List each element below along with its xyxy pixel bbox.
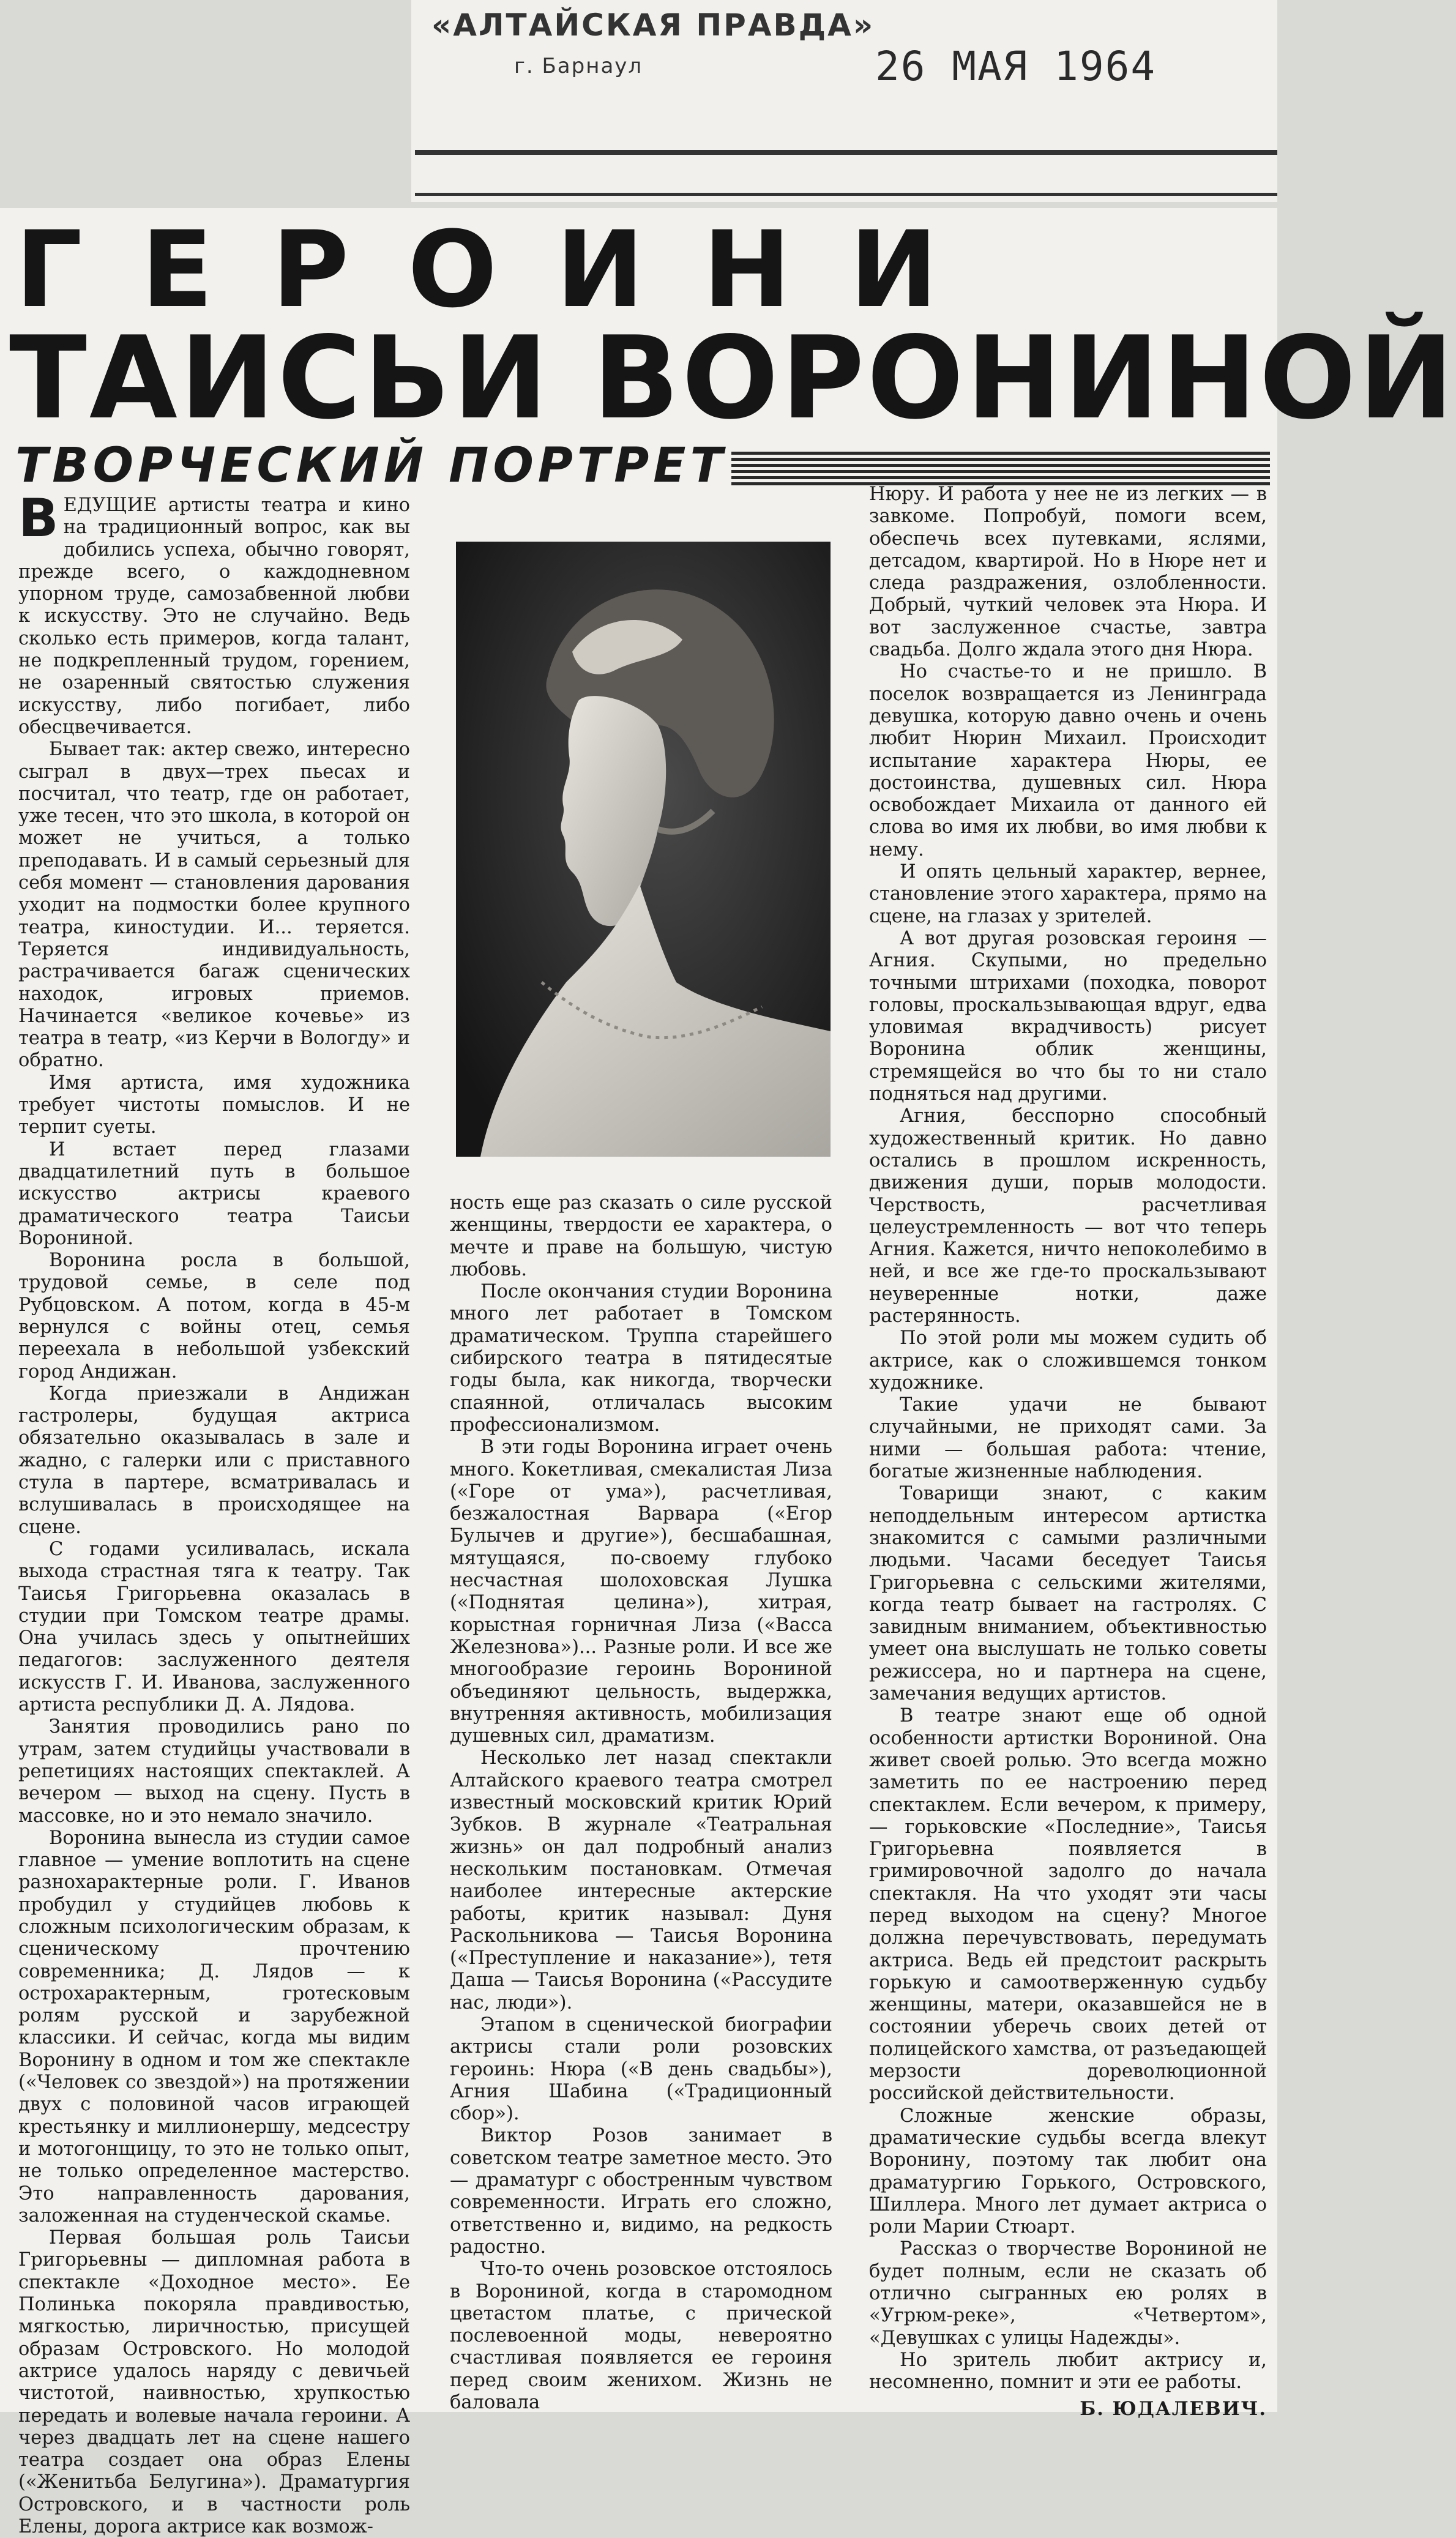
headline-line-2: ТАИСЬИ ВОРОНИНОЙ bbox=[9, 312, 1456, 444]
masthead-rule-bottom bbox=[415, 193, 1277, 196]
actress-portrait-photo bbox=[456, 542, 831, 1157]
newspaper-name: «АЛТАЙСКАЯ ПРАВДА» bbox=[431, 7, 875, 43]
paragraph: Нюру. И работа у нее не из легких — в завкоме. Попробуй, помоги всем, обеспечь всех путевками, яслями, детсадом, квартирой. Но в Нюре нет и следа раздражения, озлобленности. Добрый, чуткий человек эта Нюра. И вот заслуженное счастье, завтра свадьба. Долго ждала этого дня Нюра. bbox=[869, 483, 1267, 661]
portrait-illustration bbox=[456, 542, 831, 1157]
publication-date-stamp: 26 МАЯ 1964 bbox=[875, 43, 1157, 90]
masthead-rule-top bbox=[415, 150, 1277, 155]
paragraph: Агния, бесспорно способный художественный критик. Но давно остались в прошлом искренность, движения души, порыв молодости. Черствость, расчетливая целеустремленность — вот что теперь Агния. Кажется, ничто непоколебимо в ней, и все же где-то проскальзывают неуверенные нотки, даже растерянность. bbox=[869, 1105, 1267, 1327]
author-signature: Б. ЮДАЛЕВИЧ. bbox=[1080, 2397, 1267, 2420]
article-subtitle: ТВОРЧЕСКИЙ ПОРТРЕТ bbox=[15, 438, 727, 493]
paragraph: Сложные женские образы, драматические судьбы всегда влекут Воронину, поэтому так любит она драматургию Горького, Островского, Шиллера. Много лет думает актриса о роли Марии Стюарт. bbox=[869, 2105, 1267, 2238]
paragraph: Виктор Розов занимает в советском театре заметное место. Это — драматург с обостренным чувством современности. Играть его сложно, ответственно и, видимо, на редкость радостно. bbox=[450, 2125, 832, 2258]
paragraph: Этапом в сценической биографии актрисы стали роли розовских героинь: Нюра («В день свадьбы»), Агния Шабина («Традиционный сбор»). bbox=[450, 2014, 832, 2125]
paragraph: После окончания студии Воронина много лет работает в Томском драматическом. Труппа старейшего сибирского театра в пятидесятые годы была, как никогда, творчески спаянной, отличалась высоким профессионализмом. bbox=[450, 1281, 832, 1436]
paragraph: Но зритель любит актрису и, несомненно, помнит и эти ее работы. bbox=[869, 2349, 1267, 2394]
paragraph: В эти годы Воронина играет очень много. Кокетливая, смекалистая Лиза («Горе от ума»), расчетливая, безжалостная Варвара («Егор Булычев и другие»), бесшабашная, мятущаяся, по-своему глубоко несчастная шолоховская Лушка («Поднятая целина»), хитрая, корыстная горничная Лиза («Васса Железнова»)... Разные роли. И все же многообразие героинь Ворониной объединяют цельность, выдержка, внутренняя активность, мобилизация душевных сил, драматизм. bbox=[450, 1436, 832, 1747]
paragraph: Первая большая роль Таисьи Григорьевны — дипломная работа в спектакле «Доходное место». Ее Полинька покоряла правдивостью, мягкостью, лиричностью, присущей образам Островского. Но молодой актрисе удалось наряду с девичьей чистотой, наивностью, хрупкостью передать и волевые начала героини. А через двадцать лет на сцене нашего театра создает она образ Елены («Женитьба Белугина»). Драматургия Островского, и в частности роль Елены, дорога актрисе как возмож- bbox=[18, 2227, 410, 2538]
paragraph: ВЕДУЩИЕ артисты театра и кино на традиционный вопрос, как вы добились успеха, обычно говорят, прежде всего, о каждодневном упорном труде, самозабвенной любви к искусству. Это не случайно. Ведь сколько есть примеров, когда талант, не подкрепленный трудом, горением, не озаренный святостью служения искусству, либо погибает, либо обесцвечивается. bbox=[18, 488, 410, 738]
paragraph: Но счастье-то и не пришло. В поселок возвращается из Ленинграда девушка, которую давно очень и очень любит Нюрин Михаил. Происходит испытание характера Нюры, ее достоинства, душевных сил. Нюра освобождает Михаила от данного ей слова во имя их любви, во имя любви к нему. bbox=[869, 661, 1267, 860]
paragraph: И опять цельный характер, вернее, становление этого характера, прямо на сцене, на глазах у зрителей. bbox=[869, 861, 1267, 927]
paragraph: С годами усиливалась, искала выхода страстная тяга к театру. Так Таисья Григорьевна оказалась в студии при Томском театре драмы. Она училась здесь у опытнейших педагогов: заслуженного деятеля искусств Г. И. Иванова, заслуженного артиста республики Д. А. Лядова. bbox=[18, 1538, 410, 1716]
paragraph: Когда приезжали в Андижан гастролеры, будущая актриса обязательно оказывалась в зале и жадно, с галерки или с приставного стула в партере, всматривалась и вслушивалась в происходящее на сцене. bbox=[18, 1383, 410, 1538]
headline-line-1: ГЕРОИНИ bbox=[15, 208, 997, 331]
paragraph: А вот другая розовская героиня — Агния. Скупыми, но предельно точными штрихами (походка, поворот головы, проскальзывающая вдруг, едва уловимая вкрадчивость) рисует Воронина облик женщины, стремящейся во что бы то ни стало подняться над другими. bbox=[869, 927, 1267, 1105]
paragraph: Несколько лет назад спектакли Алтайского краевого театра смотрел известный московский критик Юрий Зубков. В журнале «Театральная жизнь» он дал подробный анализ нескольким постановкам. Отмечая наиболее интересные актерские работы, критик называл: Дуня Раскольникова — Таисья Воронина («Преступление и наказание»), тетя Даша — Таисья Воронина («Рассудите нас, люди»). bbox=[450, 1747, 832, 2014]
paragraph: Такие удачи не бывают случайными, не приходят сами. За ними — большая работа: чтение, богатые жизненные наблюдения. bbox=[869, 1394, 1267, 1483]
text-column-2 bbox=[450, 1192, 832, 2414]
paragraph: Воронина вынесла из студии самое главное — умение воплотить на сцене разнохарактерные роли. Г. Иванов пробудил у студийцев любовь к сложным психологическим образам, к сценическому прочтению современника; Д. Лядов — к острохарактерным, гротесковым ролям русской и зарубежной классики. И сейчас, когда мы видим Воронину в одном и том же спектакле («Человек со звездой») на протяжении двух с половиной часов играющей крестьянку и миллионершу, медсестру и мотогонщицу, то это не только опыт, не только определенное мастерство. Это направленность дарования, заложенная на студенческой скамье. bbox=[18, 1827, 410, 2226]
paragraph: Воронина росла в большой, трудовой семье, в селе под Рубцовском. А потом, когда в 45-м вернулся с войны отец, семья переехала в небольшой узбекский город Андижан. bbox=[18, 1250, 410, 1383]
paragraph: ность еще раз сказать о силе русской женщины, твердости ее характера, о мечте и праве на большую, чистую любовь. bbox=[450, 1192, 832, 1280]
paragraph: В театре знают еще об одной особенности артистки Ворониной. Она живет своей ролью. Это всегда можно заметить по ее настроению перед спектаклем. Если вечером, к примеру, — горьковские «Последние», Таисья Григорьевна появляется в гримировочной задолго до начала спектакля. На что уходят эти часы перед выходом на сцену? Многое должна перечувствовать, передумать актриса. Ведь ей предстоит раскрыть горькую и самоотверженную судьбу женщины, матери, оказавшейся не в состоянии уберечь своих детей от полицейского хамства, от разъедающей мерзости дореволюционной российской действительности. bbox=[869, 1705, 1267, 2105]
paragraph: По этой роли мы можем судить об актрисе, как о сложившемся тонком художнике. bbox=[869, 1327, 1267, 1394]
paragraph: Товарищи знают, с каким неподдельным интересом артистка знакомится с самыми различными людьми. Часами беседует Таисья Григорьевна с сельскими жителями, когда театр бывает на гастролях. С завидным вниманием, объективностью умеет она выслушать не только советы режиссера, но и партнера на сцене, замечания ведущих артистов. bbox=[869, 1483, 1267, 1705]
text-column-1 bbox=[18, 488, 410, 2538]
paragraph: И встает перед глазами двадцатилетний путь в большое искусство актрисы краевого драматического театра Таисьи Ворониной. bbox=[18, 1138, 410, 1249]
paragraph: Бывает так: актер свежо, интересно сыграл в двух—трех пьесах и посчитал, что театр, где он работает, уже тесен, что это школа, в которой он может не учиться, а только преподавать. И в самый серьезный для себя момент — становления дарования уходит на подмостки более крупного театра, киностудии. И... теряется. Теряется индивидуальность, растрачивается багаж сценических находок, игровых приемов. Начинается «великое кочевье» из театра в театр, «из Керчи в Вологду» и обратно. bbox=[18, 739, 410, 1072]
paragraph: Что-то очень розовское отстоялось в Ворониной, когда в старомодном цветастом платье, с прической послевоенной моды, невероятно счастливая появляется ее героиня перед своим женихом. Жизнь не баловала bbox=[450, 2258, 832, 2414]
drop-cap: В bbox=[18, 488, 59, 549]
paragraph: Имя артиста, имя художника требует чистоты помыслов. И не терпит суеты. bbox=[18, 1072, 410, 1138]
text-column-3 bbox=[869, 483, 1267, 2420]
paragraph: Занятия проводились рано по утрам, затем студийцы участвовали в репетициях настоящих спектаклей. А вечером — выход на сцену. Пусть в массовке, но и это немало значило. bbox=[18, 1716, 410, 1827]
newspaper-city: г. Барнаул bbox=[514, 54, 643, 78]
paragraph: Рассказ о творчестве Ворониной не будет полным, если не сказать об отлично сыгранных ею ролях в «Угрюм-реке», «Четвертом», «Девушках с улицы Надежды». bbox=[869, 2238, 1267, 2349]
